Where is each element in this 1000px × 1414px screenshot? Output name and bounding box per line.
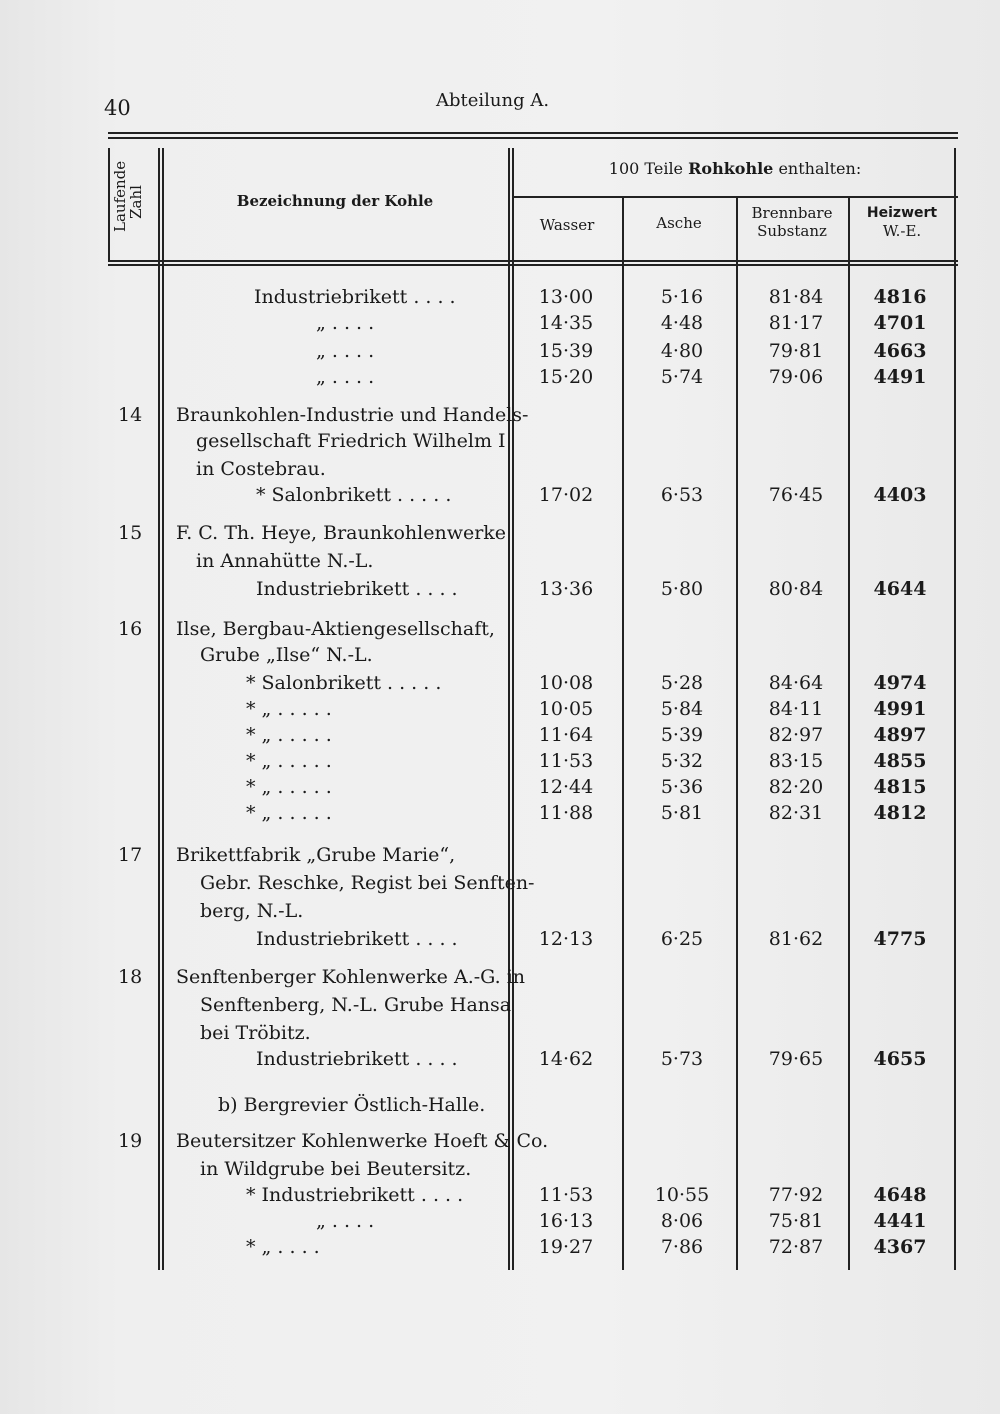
table-row [0,404,1000,430]
row-designation: Braunkohlen-Industrie und Handels- [176,404,529,426]
cell-heizwert: 4367 [873,1236,927,1258]
col-divider-left [108,148,110,260]
cell-heizwert: 4441 [873,1210,927,1232]
cell-wasser: 14·35 [538,312,594,334]
cell-asche: 5·16 [660,286,704,308]
header-group-post: enthalten: [773,159,862,178]
table-row [0,1158,1000,1184]
table-row [0,872,1000,898]
header-bezeichnung: Bezeichnung der Kohle [236,192,434,210]
table-row [0,966,1000,992]
cell-brennbare-substanz: 72·87 [768,1236,824,1258]
cell-brennbare-substanz: 79·65 [768,1048,824,1070]
row-designation: Industriebrikett . . . . [254,286,456,308]
row-designation: * „ . . . . . [246,698,332,720]
row-number: 17 [118,844,143,866]
cell-wasser: 15·39 [538,340,594,362]
cell-heizwert: 4663 [873,340,927,362]
cell-asche: 5·80 [660,578,704,600]
cell-brennbare-substanz: 75·81 [768,1210,824,1232]
row-designation: Industriebrikett . . . . [256,1048,458,1070]
cell-heizwert: 4815 [873,776,927,798]
cell-asche: 5·73 [660,1048,704,1070]
group-rule [512,196,958,198]
cell-wasser: 12·44 [538,776,594,798]
cell-asche: 4·48 [660,312,704,334]
table-row [0,1130,1000,1156]
header-brennbare: Brennbare [751,204,833,222]
cell-wasser: 14·62 [538,1048,594,1070]
cell-asche: 5·36 [660,776,704,798]
cell-wasser: 13·36 [538,578,594,600]
row-designation: „ . . . . [316,312,375,334]
page-number: 40 [104,96,131,120]
header-laufende-zahl: Laufende Zahl [111,160,145,232]
row-designation: Beutersitzer Kohlenwerke Hoeft & Co. [176,1130,549,1152]
cell-brennbare-substanz: 77·92 [768,1184,824,1206]
cell-wasser: 11·88 [538,802,594,824]
row-designation: Grube „Ilse“ N.-L. [200,644,373,666]
cell-heizwert: 4648 [873,1184,927,1206]
row-designation: in Wildgrube bei Beutersitz. [200,1158,472,1180]
cell-wasser: 11·53 [538,1184,594,1206]
row-number: 16 [118,618,143,640]
cell-heizwert: 4491 [873,366,927,388]
cell-heizwert: 4991 [873,698,927,720]
table-row [0,458,1000,484]
cell-brennbare-substanz: 81·17 [768,312,824,334]
row-designation: F. C. Th. Heye, Braunkohlenwerke [176,522,507,544]
table-row [0,1022,1000,1048]
row-number: 15 [118,522,143,544]
cell-asche: 6·53 [660,484,704,506]
cell-heizwert: 4775 [873,928,927,950]
table-row [0,900,1000,926]
row-designation: in Annahütte N.-L. [196,550,374,572]
row-designation: Ilse, Bergbau-Aktiengesellschaft, [176,618,495,640]
row-designation: bei Tröbitz. [200,1022,311,1044]
table-row [0,578,1000,604]
running-head: Abteilung A. [436,90,550,111]
cell-asche: 5·39 [660,724,704,746]
cell-asche: 5·81 [660,802,704,824]
cell-asche: 10·55 [654,1184,710,1206]
table-row [0,1184,1000,1210]
header-group [520,160,950,178]
header-heizwert: Heizwert [866,205,938,221]
table-row [0,672,1000,698]
cell-wasser: 13·00 [538,286,594,308]
cell-wasser: 10·05 [538,698,594,720]
row-designation: * „ . . . . . [246,776,332,798]
row-designation: Industriebrikett . . . . [256,928,458,950]
cell-brennbare-substanz: 84·11 [768,698,824,720]
cell-brennbare-substanz: 84·64 [768,672,824,694]
row-designation: „ . . . . [316,340,375,362]
row-designation: * „ . . . . . [246,802,332,824]
cell-brennbare-substanz: 80·84 [768,578,824,600]
cell-asche: 4·80 [660,340,704,362]
table-row [0,802,1000,828]
cell-wasser: 15·20 [538,366,594,388]
table-row [0,994,1000,1020]
cell-wasser: 10·08 [538,672,594,694]
row-designation: „ . . . . [316,366,375,388]
row-designation: Gebr. Reschke, Regist bei Senften- [200,872,535,894]
row-designation: „ . . . . [316,1210,375,1232]
table-row [0,618,1000,644]
table-row [0,776,1000,802]
table-row [0,550,1000,576]
cell-wasser: 12·13 [538,928,594,950]
cell-asche: 5·84 [660,698,704,720]
row-designation: Senftenberg, N.-L. Grube Hansa [200,994,512,1016]
cell-heizwert: 4855 [873,750,927,772]
cell-brennbare-substanz: 81·84 [768,286,824,308]
cell-wasser: 16·13 [538,1210,594,1232]
cell-brennbare-substanz: 81·62 [768,928,824,950]
cell-brennbare-substanz: 76·45 [768,484,824,506]
cell-brennbare-substanz: 79·81 [768,340,824,362]
row-designation: b) Bergrevier Östlich-Halle. [218,1094,486,1116]
header-asche: Asche [656,214,702,232]
cell-heizwert: 4812 [873,802,927,824]
cell-heizwert: 4403 [873,484,927,506]
table-row [0,366,1000,392]
cell-asche: 6·25 [660,928,704,950]
header-bottom-rule [108,260,958,262]
table-row [0,750,1000,776]
cell-heizwert: 4655 [873,1048,927,1070]
row-designation: * Salonbrikett . . . . . [246,672,442,694]
header-group-bold: Rohkohle [688,159,774,178]
header-rule [108,132,958,134]
row-number: 14 [118,404,143,426]
row-designation: berg, N.-L. [200,900,304,922]
cell-asche: 5·28 [660,672,704,694]
header-group-pre: 100 Teile [608,159,689,178]
cell-asche: 5·32 [660,750,704,772]
cell-brennbare-substanz: 79·06 [768,366,824,388]
cell-brennbare-substanz: 82·20 [768,776,824,798]
table-row [0,698,1000,724]
row-designation: Brikettfabrik „Grube Marie“, [176,844,456,866]
table-row [0,312,1000,338]
cell-heizwert: 4644 [873,578,927,600]
cell-heizwert: 4816 [873,286,927,308]
cell-asche: 8·06 [660,1210,704,1232]
table-row [0,1048,1000,1074]
table-row [0,644,1000,670]
cell-asche: 5·74 [660,366,704,388]
table-row [0,522,1000,548]
row-designation: Senftenberger Kohlenwerke A.-G. in [176,966,526,988]
table-row [0,1094,1000,1120]
cell-brennbare-substanz: 82·97 [768,724,824,746]
table-row [0,1236,1000,1262]
cell-heizwert: 4974 [873,672,927,694]
row-designation: Industriebrikett . . . . [256,578,458,600]
row-number: 18 [118,966,143,988]
header-wasser: Wasser [539,216,595,234]
table-row [0,286,1000,312]
table-row [0,1210,1000,1236]
row-designation: * „ . . . . [246,1236,320,1258]
table-row [0,724,1000,750]
row-designation: * Industriebrikett . . . . [246,1184,464,1206]
row-designation: * „ . . . . . [246,750,332,772]
cell-wasser: 19·27 [538,1236,594,1258]
cell-brennbare-substanz: 82·31 [768,802,824,824]
table-row [0,844,1000,870]
header-rule-double [108,137,958,139]
table-row [0,430,1000,456]
cell-wasser: 11·64 [538,724,594,746]
cell-wasser: 17·02 [538,484,594,506]
row-designation: in Costebrau. [196,458,326,480]
cell-asche: 7·86 [660,1236,704,1258]
header-we: W.-E. [882,222,922,240]
row-designation: * „ . . . . . [246,724,332,746]
cell-wasser: 11·53 [538,750,594,772]
header-bottom-rule-double [108,264,958,266]
cell-heizwert: 4701 [873,312,927,334]
table-row [0,340,1000,366]
table-row [0,484,1000,510]
row-designation: gesellschaft Friedrich Wilhelm I [196,430,506,452]
cell-brennbare-substanz: 83·15 [768,750,824,772]
row-designation: * Salonbrikett . . . . . [256,484,452,506]
cell-heizwert: 4897 [873,724,927,746]
table-row [0,928,1000,954]
header-substanz: Substanz [757,222,827,240]
row-number: 19 [118,1130,143,1152]
